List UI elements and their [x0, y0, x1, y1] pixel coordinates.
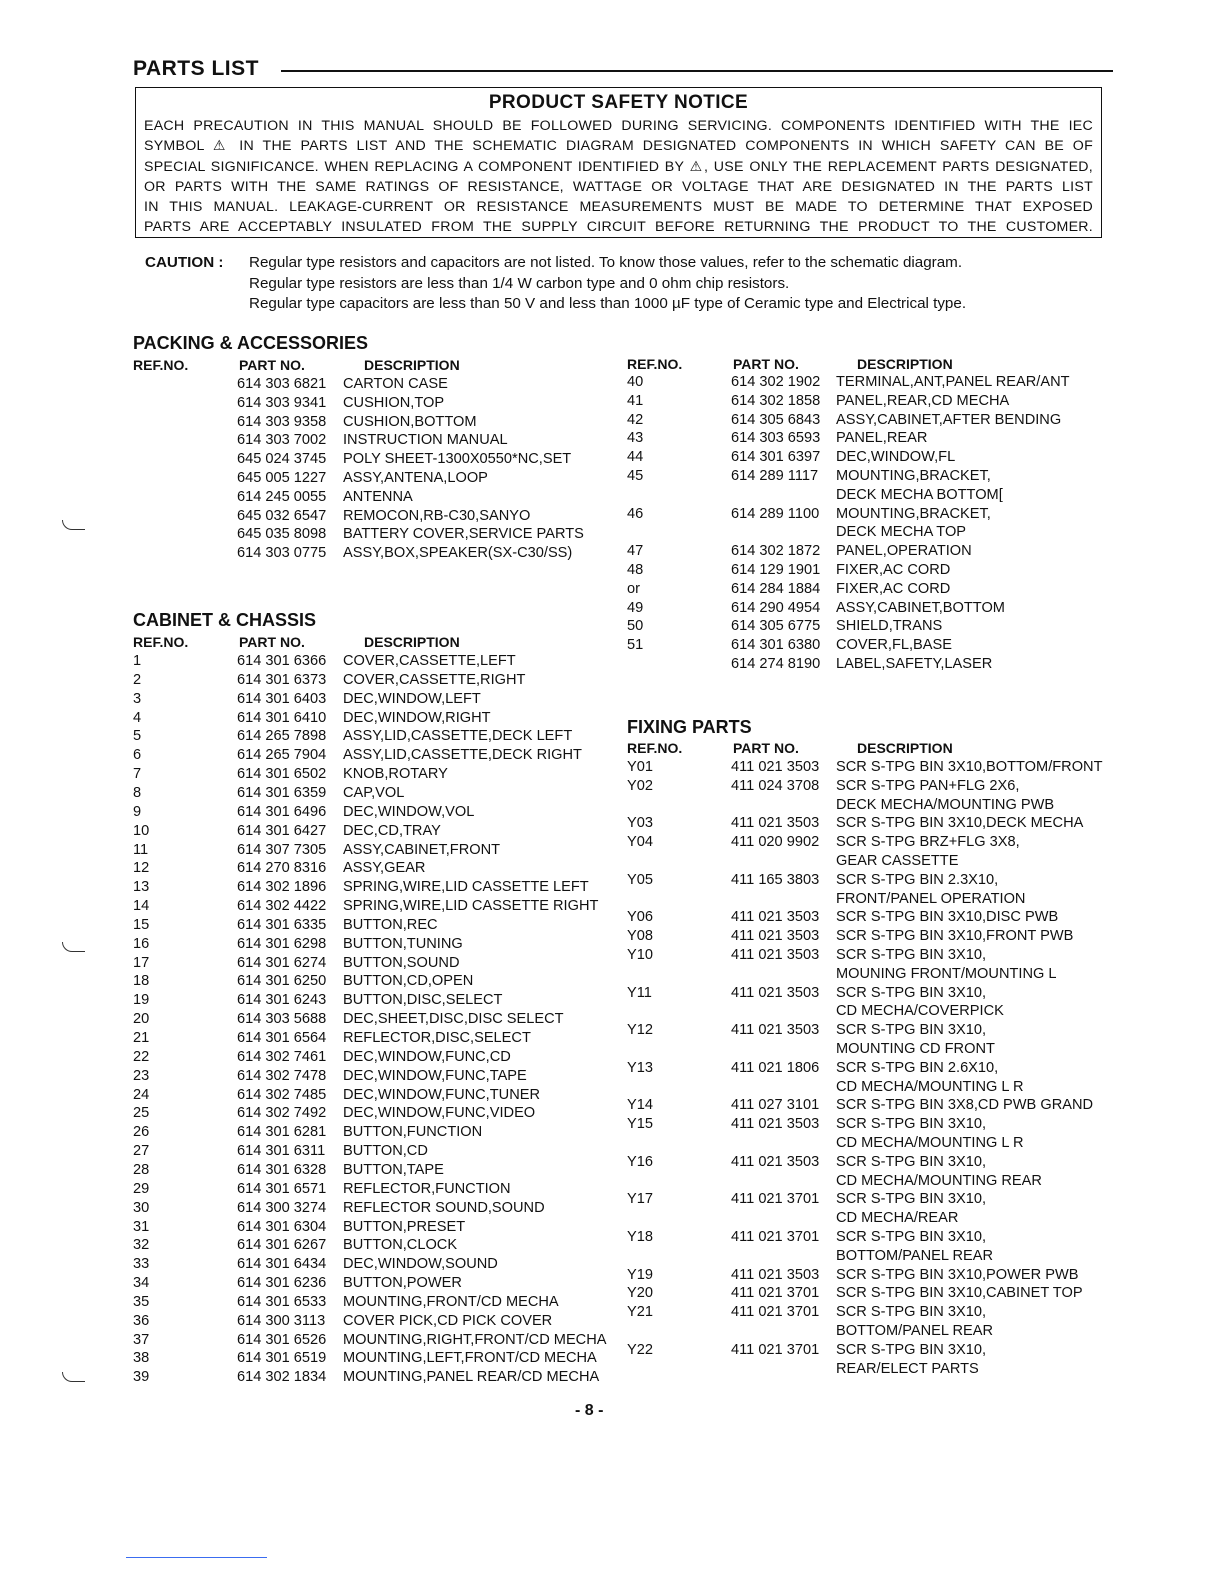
part-number-cell: 411 021 3503 — [731, 1153, 820, 1170]
description-cell: COVER PICK,CD PICK COVER — [343, 1312, 553, 1329]
column-header-part: PART NO. — [239, 634, 305, 650]
part-number-cell: 614 301 6571 — [237, 1180, 327, 1197]
ref-cell: 24 — [133, 1086, 150, 1103]
part-number-cell: 614 301 6335 — [237, 916, 327, 933]
ref-cell: Y12 — [627, 1022, 653, 1039]
part-number-cell: 411 165 3803 — [731, 871, 820, 888]
ref-cell: 2 — [133, 671, 142, 688]
description-cell: MOUNTING,PANEL REAR/CD MECHA — [343, 1369, 600, 1386]
page-header — [133, 56, 1113, 82]
ref-cell: 26 — [133, 1124, 150, 1141]
part-number-cell: 614 302 7478 — [237, 1067, 327, 1084]
description-cell: BUTTON,POWER — [343, 1275, 462, 1292]
description-cell: SCR S-TPG BRZ+FLG 3X8, — [836, 834, 1020, 851]
ref-cell: 35 — [133, 1293, 150, 1310]
part-number-cell: 614 301 6304 — [237, 1218, 327, 1235]
description-cell: DEC,WINDOW,VOL — [343, 803, 475, 820]
description-cell: POLY SHEET-1300X0550*NC,SET — [343, 451, 572, 468]
description-cell: CD MECHA/MOUNTING L R — [836, 1078, 1024, 1095]
part-number-cell: 614 301 6298 — [237, 935, 327, 952]
description-cell: TERMINAL,ANT,PANEL REAR/ANT — [836, 374, 1070, 390]
part-number-cell: 614 284 1884 — [731, 580, 821, 597]
page-number: - 8 - — [575, 1402, 604, 1419]
description-cell: COVER,CASSETTE,LEFT — [343, 653, 516, 669]
ref-cell: 29 — [133, 1180, 150, 1197]
ref-cell: 47 — [627, 543, 644, 560]
part-number-cell: 411 021 3701 — [731, 1191, 820, 1208]
ref-cell: 18 — [133, 973, 150, 990]
ref-cell: 20 — [133, 1011, 150, 1028]
caution-text — [249, 253, 966, 315]
ref-cell: 46 — [627, 505, 644, 522]
part-number-cell: 645 005 1227 — [237, 470, 327, 486]
description-cell: SCR S-TPG BIN 3X10, — [836, 1191, 987, 1208]
description-cell: BOTTOM/PANEL REAR — [836, 1323, 994, 1339]
ref-cell: 23 — [133, 1067, 150, 1084]
description-cell: REFLECTOR,FUNCTION — [343, 1180, 511, 1197]
section-title-fixing: FIXING PARTS — [627, 717, 752, 737]
part-number-cell: 411 020 9902 — [731, 834, 820, 851]
part-number-cell: 614 301 6564 — [237, 1030, 327, 1046]
description-cell: BUTTON,TAPE — [343, 1161, 444, 1178]
ref-cell: 10 — [133, 822, 150, 839]
description-cell: DEC,WINDOW,SOUND — [343, 1256, 498, 1273]
column-header-ref: REF.NO. — [133, 634, 189, 650]
ref-cell: 3 — [133, 690, 142, 707]
ref-cell: 12 — [133, 860, 150, 877]
ref-cell: 40 — [627, 374, 644, 390]
part-number-cell: 645 032 6547 — [237, 507, 327, 524]
description-cell: SCR S-TPG PAN+FLG 2X6, — [836, 777, 1020, 794]
column-header-ref: REF.NO. — [627, 740, 683, 756]
section-title-cabinet: CABINET & CHASSIS — [133, 610, 317, 630]
ref-cell: 5 — [133, 728, 142, 745]
ref-cell: 4 — [133, 709, 142, 726]
part-number-cell: 411 021 1806 — [731, 1059, 820, 1076]
part-number-cell: 411 021 3701 — [731, 1229, 820, 1245]
description-cell: CAP,VOL — [343, 784, 405, 801]
ref-cell: 7 — [133, 766, 142, 783]
ref-cell: 16 — [133, 935, 150, 952]
ref-cell: 43 — [627, 430, 644, 447]
column-header-desc: DESCRIPTION — [364, 634, 460, 650]
ref-cell: 38 — [133, 1350, 150, 1367]
part-number-cell: 614 303 0775 — [237, 545, 327, 562]
notice-line: PARTS ARE ACCEPTABLY INSULATED FROM THE SUPPLY CIRCUIT BEFORE RETURNING THE PRODUCT TO THE CUSTOMER. — [144, 219, 1093, 236]
description-cell: SCR S-TPG BIN 3X10,DECK MECHA — [836, 815, 1084, 832]
part-number-cell: 614 303 6593 — [731, 430, 821, 447]
description-cell: BUTTON,PRESET — [343, 1218, 466, 1235]
ref-cell: Y20 — [627, 1285, 653, 1302]
part-number-cell: 614 301 6281 — [237, 1124, 327, 1141]
part-number-cell: 411 021 3503 — [731, 928, 820, 945]
part-number-cell: 614 301 6373 — [237, 671, 327, 688]
ref-cell: 41 — [627, 392, 644, 409]
ref-cell: Y05 — [627, 871, 653, 888]
description-cell: SCR S-TPG BIN 3X8,CD PWB GRAND — [836, 1097, 1094, 1114]
description-cell: ASSY,LID,CASSETTE,DECK RIGHT — [343, 747, 582, 764]
description-cell: ASSY,BOX,SPEAKER(SX-C30/SS) — [343, 545, 573, 562]
binding-mark — [62, 942, 85, 952]
part-number-cell: 614 301 6328 — [237, 1161, 327, 1178]
column-header-part: PART NO. — [733, 356, 799, 372]
description-cell: SCR S-TPG BIN 3X10,BOTTOM/FRONT — [836, 759, 1103, 775]
ref-cell: 9 — [133, 803, 142, 820]
notice-line: SYMBOL ⚠ IN THE PARTS LIST AND THE SCHEMATIC DIAGRAM DESIGNATED COMPONENTS IN WHICH SAFETY CAN BE OF — [144, 138, 1093, 155]
description-cell: FRONT/PANEL OPERATION — [836, 890, 1026, 907]
part-number-cell: 614 301 6397 — [731, 449, 821, 466]
description-cell: FIXER,AC CORD — [836, 580, 951, 597]
caution-line: Regular type resistors and capacitors are not listed. To know those values, refer to the schematic diagram. — [249, 254, 963, 271]
part-number-cell: 614 301 6410 — [237, 709, 327, 726]
part-number-cell: 411 021 3503 — [731, 1116, 820, 1133]
description-cell: MOUNTING,BRACKET, — [836, 468, 991, 484]
notice-line: EACH PRECAUTION IN THIS MANUAL SHOULD BE FOLLOWED DURING SERVICING. COMPONENTS IDENTIFIED WITH THE IEC — [144, 118, 1093, 134]
part-number-cell: 614 303 6821 — [237, 376, 327, 392]
part-number-cell: 614 302 1902 — [731, 374, 821, 390]
description-cell: SCR S-TPG BIN 2.3X10, — [836, 871, 999, 888]
caution-label: CAUTION : — [145, 254, 224, 271]
description-cell: DECK MECHA BOTTOM[ — [836, 486, 1003, 503]
ref-cell: Y14 — [627, 1097, 653, 1114]
description-cell: MOUNTING,RIGHT,FRONT/CD MECHA — [343, 1331, 607, 1348]
ref-cell: Y08 — [627, 928, 653, 945]
ref-cell: 32 — [133, 1237, 150, 1254]
part-number-cell: 614 302 7461 — [237, 1048, 327, 1065]
part-number-cell: 614 301 6243 — [237, 992, 327, 1009]
caution-line: Regular type capacitors are less than 50 V and less than 1000 µF type of Ceramic type and Electrical type. — [249, 295, 967, 312]
safety-notice-title: PRODUCT SAFETY NOTICE — [488, 92, 749, 113]
description-cell: SCR S-TPG BIN 3X10, — [836, 1304, 987, 1321]
description-cell: BUTTON,CLOCK — [343, 1237, 458, 1254]
bottom-rule — [126, 1557, 267, 1558]
part-number-cell: 614 265 7898 — [237, 728, 327, 745]
part-number-cell: 614 301 6526 — [237, 1331, 327, 1348]
part-number-cell: 614 302 1896 — [237, 879, 327, 896]
part-number-cell: 614 302 7492 — [237, 1105, 327, 1122]
description-cell: SCR S-TPG BIN 3X10, — [836, 984, 987, 1001]
description-cell: SCR S-TPG BIN 3X10, — [836, 1229, 987, 1245]
ref-cell: or — [627, 580, 640, 597]
ref-cell: Y16 — [627, 1153, 653, 1170]
description-cell: PANEL,OPERATION — [836, 543, 972, 560]
column-header-part: PART NO. — [733, 740, 799, 756]
part-number-cell: 614 302 1834 — [237, 1369, 327, 1386]
ref-cell: 1 — [133, 653, 142, 669]
description-cell: DEC,CD,TRAY — [343, 822, 441, 839]
description-cell: DEC,WINDOW,RIGHT — [343, 709, 491, 726]
description-cell: ASSY,ANTENA,LOOP — [343, 470, 488, 486]
part-number-cell: 614 307 7305 — [237, 841, 327, 858]
ref-cell: 50 — [627, 618, 644, 635]
part-number-cell: 614 301 6267 — [237, 1237, 327, 1254]
description-cell: DEC,SHEET,DISC,DISC SELECT — [343, 1011, 564, 1028]
description-cell: CUSHION,BOTTOM — [343, 413, 477, 430]
ref-cell: 33 — [133, 1256, 150, 1273]
description-cell: BUTTON,CD,OPEN — [343, 973, 474, 990]
description-cell: DEC,WINDOW,FL — [836, 449, 956, 466]
part-number-cell: 411 021 3503 — [731, 815, 820, 832]
part-number-cell: 614 290 4954 — [731, 599, 821, 616]
description-cell: LABEL,SAFETY,LASER — [836, 656, 993, 672]
ref-cell: 51 — [627, 637, 644, 654]
description-cell: REFLECTOR,DISC,SELECT — [343, 1030, 531, 1046]
part-number-cell: 614 301 6359 — [237, 784, 327, 801]
part-number-cell: 411 021 3701 — [731, 1285, 820, 1302]
binding-mark — [62, 520, 85, 530]
part-number-cell: 411 027 3101 — [731, 1097, 820, 1114]
part-number-cell: 614 301 6533 — [237, 1293, 327, 1310]
description-cell: ANTENNA — [343, 488, 413, 505]
ref-cell: 11 — [133, 841, 149, 858]
ref-cell: Y02 — [627, 777, 653, 794]
description-cell: PANEL,REAR — [836, 430, 928, 447]
description-cell: DEC,WINDOW,FUNC,CD — [343, 1048, 511, 1065]
description-cell: REMOCON,RB-C30,SANYO — [343, 507, 531, 524]
description-cell: SCR S-TPG BIN 3X10,DISC PWB — [836, 909, 1059, 926]
ref-cell: 25 — [133, 1105, 150, 1122]
part-number-cell: 614 303 7002 — [237, 432, 327, 449]
page-title: PARTS LIST — [133, 57, 259, 80]
part-number-cell: 614 129 1901 — [731, 562, 821, 578]
column-header-desc: DESCRIPTION — [857, 356, 953, 372]
part-number-cell: 411 021 3503 — [731, 1266, 820, 1283]
description-cell: ASSY,LID,CASSETTE,DECK LEFT — [343, 728, 573, 745]
part-number-cell: 614 274 8190 — [731, 656, 821, 672]
part-number-cell: 614 302 7485 — [237, 1086, 327, 1103]
description-cell: DEC,WINDOW,FUNC,VIDEO — [343, 1105, 536, 1122]
description-cell: BATTERY COVER,SERVICE PARTS — [343, 526, 584, 543]
part-number-cell: 614 303 9358 — [237, 413, 327, 430]
description-cell: KNOB,ROTARY — [343, 766, 448, 783]
description-cell: MOUNTING CD FRONT — [836, 1041, 995, 1057]
part-number-cell: 614 301 6250 — [237, 973, 327, 990]
ref-cell: 34 — [133, 1275, 150, 1292]
part-number-cell: 411 021 3503 — [731, 947, 820, 963]
ref-cell: 14 — [133, 898, 150, 915]
ref-cell: 30 — [133, 1199, 150, 1216]
description-cell: SPRING,WIRE,LID CASSETTE RIGHT — [343, 898, 599, 915]
part-number-cell: 645 024 3745 — [237, 451, 327, 468]
part-number-cell: 614 289 1117 — [731, 468, 819, 484]
part-number-cell: 614 300 3113 — [237, 1312, 326, 1329]
description-cell: MOUNTING,LEFT,FRONT/CD MECHA — [343, 1350, 597, 1367]
part-number-cell: 614 303 5688 — [237, 1011, 327, 1028]
part-number-cell: 614 245 0055 — [237, 488, 327, 505]
description-cell: DEC,WINDOW,LEFT — [343, 690, 481, 707]
description-cell: BUTTON,TUNING — [343, 935, 463, 952]
description-cell: SCR S-TPG BIN 3X10, — [836, 1153, 987, 1170]
description-cell: BUTTON,FUNCTION — [343, 1124, 483, 1141]
description-cell: GEAR CASSETTE — [836, 853, 959, 869]
header-rule — [281, 70, 1113, 72]
ref-cell: Y15 — [627, 1116, 653, 1133]
ref-cell: 13 — [133, 879, 150, 896]
description-cell: ASSY,CABINET,FRONT — [343, 841, 501, 858]
description-cell: CD MECHA/REAR — [836, 1210, 959, 1227]
column-header-ref: REF.NO. — [133, 357, 189, 373]
description-cell: DEC,WINDOW,FUNC,TAPE — [343, 1067, 527, 1084]
part-number-cell: 411 024 3708 — [731, 777, 820, 794]
part-number-cell: 614 301 6427 — [237, 822, 327, 839]
part-number-cell: 614 303 9341 — [237, 394, 327, 411]
part-number-cell: 614 302 4422 — [237, 898, 327, 915]
part-number-cell: 645 035 8098 — [237, 526, 327, 543]
description-cell: ASSY,CABINET,BOTTOM — [836, 599, 1005, 616]
ref-cell: 19 — [133, 992, 150, 1009]
ref-cell: 48 — [627, 562, 644, 578]
notice-line: IN THIS MANUAL. LEAKAGE-CURRENT OR RESISTANCE MEASUREMENTS MUST BE MADE TO DETERMINE THAT EXPOSED — [144, 199, 1093, 216]
ref-cell: Y01 — [627, 759, 653, 775]
description-cell: CUSHION,TOP — [343, 394, 445, 411]
part-number-cell: 614 301 6519 — [237, 1350, 327, 1367]
part-number-cell: 614 302 1858 — [731, 392, 821, 409]
ref-cell: Y21 — [627, 1304, 653, 1321]
description-cell: SPRING,WIRE,LID CASSETTE LEFT — [343, 879, 589, 896]
description-cell: SCR S-TPG BIN 3X10,CABINET TOP — [836, 1285, 1083, 1302]
notice-line: OR PARTS WITH THE SAME RATINGS OF RESISTANCE, WATTAGE OR VOLTAGE THAT ARE DESIGNATED IN THE PARTS LIST — [144, 178, 1093, 195]
description-cell: SCR S-TPG BIN 3X10, — [836, 1116, 987, 1133]
description-cell: DECK MECHA/MOUNTING PWB — [836, 796, 1055, 813]
part-number-cell: 614 301 6380 — [731, 637, 821, 654]
part-number-cell: 614 301 6366 — [237, 653, 327, 669]
safety-notice-box — [135, 87, 1102, 238]
ref-cell: Y04 — [627, 834, 653, 851]
ref-cell: Y03 — [627, 815, 653, 832]
ref-cell: 45 — [627, 468, 644, 484]
ref-cell: Y06 — [627, 909, 653, 926]
ref-cell: Y13 — [627, 1059, 653, 1076]
part-number-cell: 614 301 6274 — [237, 954, 327, 971]
description-cell: DECK MECHA TOP — [836, 524, 967, 541]
part-number-cell: 614 301 6311 — [237, 1143, 326, 1160]
part-number-cell: 614 301 6403 — [237, 690, 327, 707]
part-number-cell: 614 301 6236 — [237, 1275, 327, 1292]
safety-notice-body — [136, 116, 1101, 238]
ref-cell: Y11 — [627, 984, 652, 1001]
description-cell: BUTTON,CD — [343, 1143, 428, 1160]
part-number-cell: 614 305 6843 — [731, 411, 821, 428]
caution-line: Regular type resistors are less than 1/4 W carbon type and 0 ohm chip resistors. — [249, 274, 790, 292]
description-cell: SCR S-TPG BIN 3X10, — [836, 947, 987, 963]
description-cell: SCR S-TPG BIN 2.6X10, — [836, 1059, 999, 1076]
description-cell: COVER,CASSETTE,RIGHT — [343, 671, 526, 688]
column-header-desc: DESCRIPTION — [857, 740, 953, 756]
description-cell: SCR S-TPG BIN 3X10, — [836, 1341, 987, 1358]
description-cell: BUTTON,DISC,SELECT — [343, 992, 503, 1009]
part-number-cell: 614 305 6775 — [731, 618, 821, 635]
column-header-part: PART NO. — [239, 357, 305, 373]
description-cell: ASSY,GEAR — [343, 860, 426, 877]
description-cell: BUTTON,SOUND — [343, 954, 460, 971]
part-number-cell: 411 021 3503 — [731, 909, 820, 926]
binding-mark — [62, 1372, 85, 1382]
ref-cell: 6 — [133, 747, 142, 764]
part-number-cell: 411 021 3503 — [731, 759, 820, 775]
notice-line: SPECIAL SIGNIFICANCE. WHEN REPLACING A COMPONENT IDENTIFIED BY ⚠, USE ONLY THE REPLACEMENT PARTS DESIGNATED, — [144, 158, 1093, 175]
ref-cell: 49 — [627, 599, 644, 616]
ref-cell: Y19 — [627, 1266, 653, 1283]
part-number-cell: 411 021 3701 — [731, 1304, 820, 1321]
part-number-cell: 411 021 3503 — [731, 984, 820, 1001]
description-cell: PANEL,REAR,CD MECHA — [836, 392, 1010, 409]
description-cell: SHIELD,TRANS — [836, 618, 943, 635]
description-cell: ASSY,CABINET,AFTER BENDING — [836, 411, 1062, 428]
part-number-cell: 614 302 1872 — [731, 543, 821, 560]
description-cell: CD MECHA/MOUNTING REAR — [836, 1172, 1042, 1189]
column-header-desc: DESCRIPTION — [364, 357, 460, 373]
ref-cell: Y10 — [627, 947, 653, 963]
description-cell: REFLECTOR SOUND,SOUND — [343, 1199, 545, 1216]
ref-cell: Y18 — [627, 1229, 653, 1245]
part-number-cell: 614 301 6496 — [237, 803, 327, 820]
ref-cell: 42 — [627, 411, 644, 428]
description-cell: DEC,WINDOW,FUNC,TUNER — [343, 1086, 541, 1103]
ref-cell: Y17 — [627, 1191, 653, 1208]
ref-cell: 22 — [133, 1048, 150, 1065]
part-number-cell: 614 301 6434 — [237, 1256, 327, 1273]
ref-cell: 28 — [133, 1161, 150, 1178]
description-cell: REAR/ELECT PARTS — [836, 1360, 979, 1377]
ref-cell: 37 — [133, 1331, 150, 1348]
description-cell: BOTTOM/PANEL REAR — [836, 1247, 994, 1264]
ref-cell: 31 — [133, 1218, 150, 1235]
part-number-cell: 614 265 7904 — [237, 747, 327, 764]
part-number-cell: 614 270 8316 — [237, 860, 327, 877]
description-cell: MOUNTING,FRONT/CD MECHA — [343, 1293, 559, 1310]
ref-cell: Y22 — [627, 1341, 653, 1358]
ref-cell: 44 — [627, 449, 644, 466]
description-cell: MOUNTING,BRACKET, — [836, 505, 991, 522]
description-cell: SCR S-TPG BIN 3X10, — [836, 1022, 987, 1039]
description-cell: SCR S-TPG BIN 3X10,POWER PWB — [836, 1266, 1079, 1283]
column-header-ref: REF.NO. — [627, 356, 683, 372]
ref-cell: 27 — [133, 1143, 150, 1160]
section-title-packing: PACKING & ACCESSORIES — [133, 333, 369, 353]
description-cell: COVER,FL,BASE — [836, 637, 952, 654]
ref-cell: 15 — [133, 916, 150, 933]
part-number-cell: 411 021 3701 — [731, 1341, 820, 1358]
part-number-cell: 614 300 3274 — [237, 1199, 327, 1216]
description-cell: CARTON CASE — [343, 376, 448, 392]
ref-cell: 17 — [133, 954, 150, 971]
part-number-cell: 411 021 3503 — [731, 1022, 820, 1039]
part-number-cell: 614 301 6502 — [237, 766, 327, 783]
ref-cell: 36 — [133, 1312, 150, 1329]
ref-cell: 21 — [133, 1030, 150, 1046]
ref-cell: 8 — [133, 784, 142, 801]
description-cell: CD MECHA/MOUNTING L R — [836, 1135, 1024, 1151]
description-cell: SCR S-TPG BIN 3X10,FRONT PWB — [836, 928, 1074, 945]
description-cell: BUTTON,REC — [343, 916, 438, 933]
ref-cell: 39 — [133, 1369, 150, 1386]
part-number-cell: 614 289 1100 — [731, 505, 820, 522]
description-cell: MOUNING FRONT/MOUNTING L — [836, 965, 1057, 982]
description-cell: CD MECHA/COVERPICK — [836, 1003, 1004, 1020]
description-cell: FIXER,AC CORD — [836, 562, 951, 578]
description-cell: INSTRUCTION MANUAL — [343, 432, 508, 449]
